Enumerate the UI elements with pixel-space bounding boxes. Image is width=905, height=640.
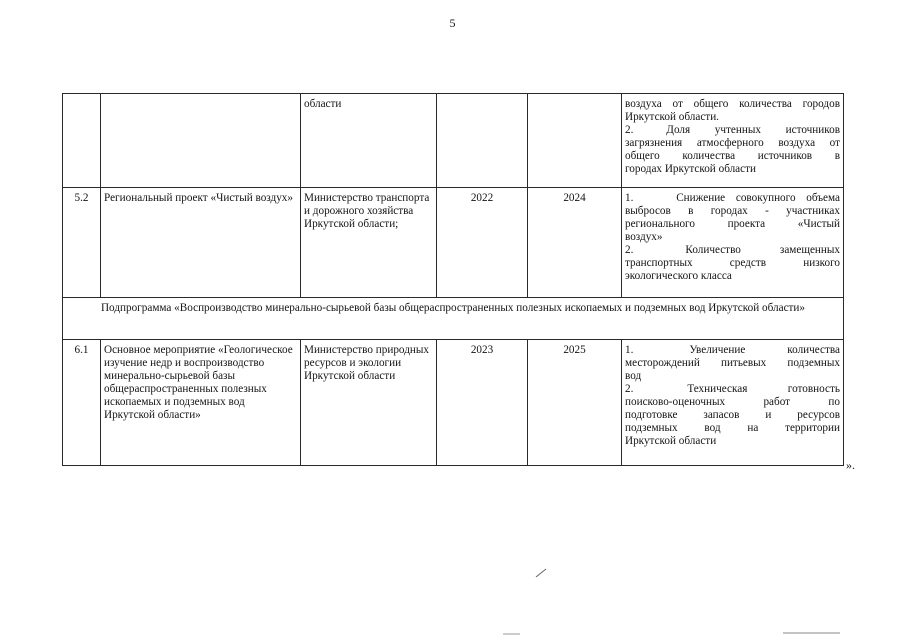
result-line: регионального проекта «Чистый <box>625 218 840 230</box>
result-line: транспортных средств низкого <box>625 257 840 269</box>
cell-results <box>622 94 844 188</box>
table-row-continued <box>63 94 844 188</box>
result-line: воздуха от общего количества городов <box>625 98 840 110</box>
cell-end-year: 2025 <box>528 340 622 466</box>
result-line: воздух» <box>625 231 663 243</box>
table-row-subprogram <box>63 298 844 340</box>
cell-num <box>63 94 101 188</box>
result-line: месторождений питьевых подземных <box>625 357 840 369</box>
result-line: вод <box>625 370 642 382</box>
cell-results <box>622 340 844 466</box>
result-line: 1. Снижение совокупного объема <box>625 192 840 204</box>
result-line: Иркутской области <box>625 435 717 447</box>
result-line: 2. Техническая готовность <box>625 383 840 395</box>
result-line: поисково-оценочных работ по <box>625 396 840 408</box>
cell-name: Региональный проект «Чистый воздух» <box>101 188 301 298</box>
result-line: Иркутской области. <box>625 111 719 123</box>
cell-end-year <box>528 94 622 188</box>
table-row-6-1 <box>63 340 844 466</box>
cell-results <box>622 188 844 298</box>
cell-executor: области <box>301 94 437 188</box>
result-line: экологического класса <box>625 270 732 282</box>
cell-num: 5.2 <box>63 188 101 298</box>
cell-start-year: 2022 <box>437 188 528 298</box>
cell-executor: Министерство транспорта и дорожного хозяйства Иркутской области; <box>301 188 437 298</box>
page-number: 5 <box>449 16 456 30</box>
result-line: подготовке запасов и ресурсов <box>625 409 840 421</box>
cell-name <box>101 94 301 188</box>
cell-name: Основное мероприятие «Геологическое изучение недр и воспроизводство минерально-сырьевой базы общераспространенных полезных ископаемых и подземных вод Иркутской области» <box>101 340 301 466</box>
result-line: 2. Доля учтенных источников <box>625 124 840 136</box>
closing-quote-mark: ». <box>846 458 855 472</box>
result-line: 2. Количество замещенных <box>625 244 840 256</box>
measures-table <box>62 93 844 466</box>
cell-num: 6.1 <box>63 340 101 466</box>
result-line: подземных вод на территории <box>625 422 840 434</box>
result-line: выбросов в городах - участниках <box>625 205 840 217</box>
cell-end-year: 2024 <box>528 188 622 298</box>
cell-executor: Министерство природных ресурсов и экологии Иркутской области <box>301 340 437 466</box>
result-line: общего количества источников в <box>625 150 840 162</box>
result-line: 1. Увеличение количества <box>625 344 840 356</box>
subprogram-title: Подпрограмма «Воспроизводство минерально-сырьевой базы общераспространенных полезных ископаемых и подземных вод Иркутской области» <box>63 298 844 340</box>
table-row-5-2 <box>63 188 844 298</box>
cell-start-year <box>437 94 528 188</box>
result-line: городах Иркутской области <box>625 163 756 175</box>
result-line: загрязнения атмосферного воздуха от <box>625 137 840 149</box>
cell-start-year: 2023 <box>437 340 528 466</box>
